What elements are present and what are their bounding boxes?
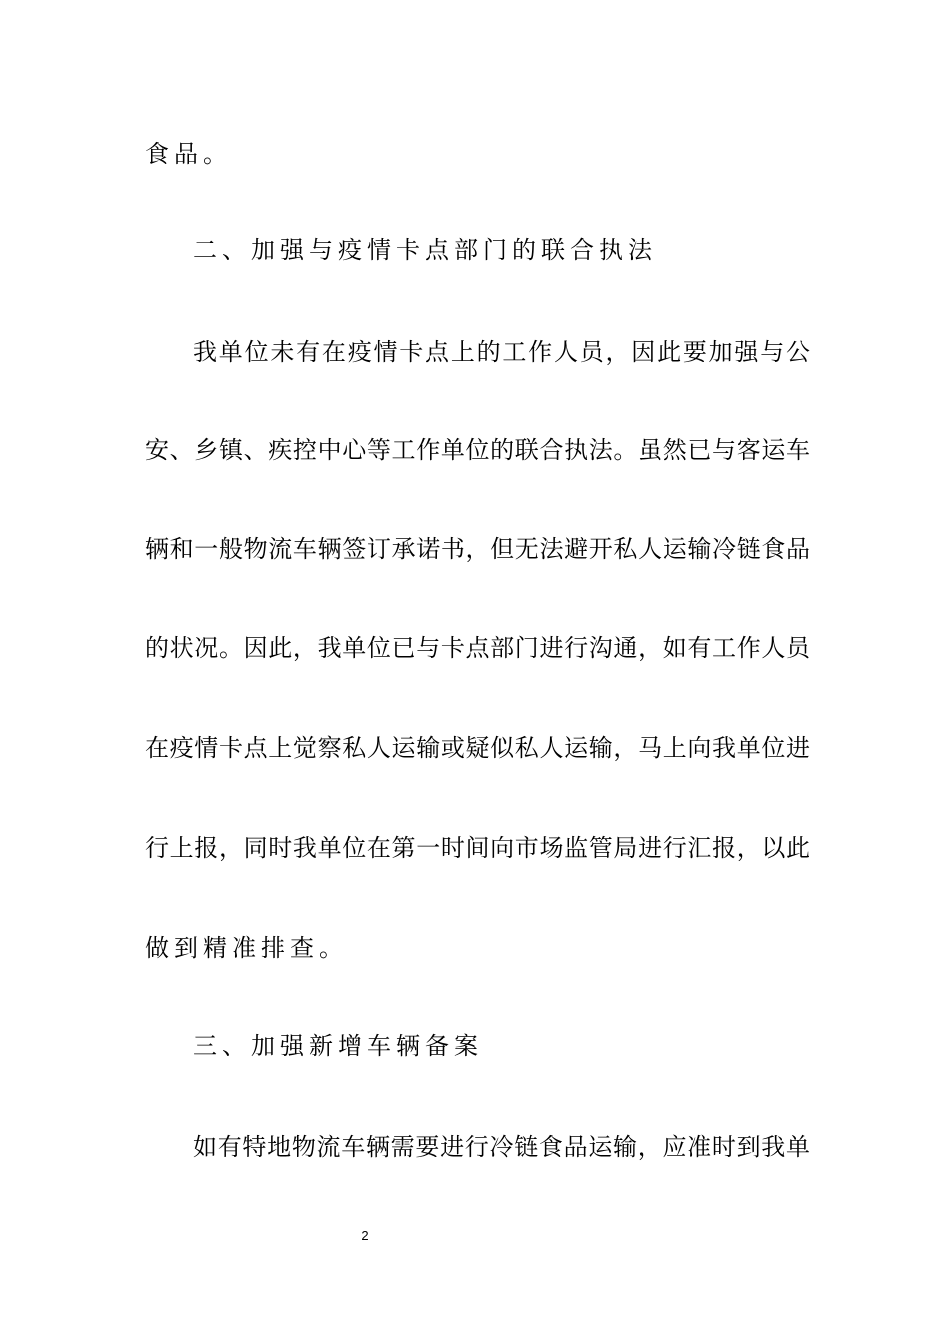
paragraph-first-line: 我单位未有在疫情卡点上的工作人员，因此要加强与公: [193, 338, 810, 366]
body-text-line: 的状况。因此，我单位已与卡点部门进行沟通，如有工作人员: [145, 634, 810, 662]
body-text-line: 食品。: [145, 140, 232, 168]
body-text-line: 在疫情卡点上觉察私人运输或疑似私人运输，马上向我单位进: [145, 734, 810, 762]
section-heading: 二、加强与疫情卡点部门的联合执法: [193, 236, 657, 264]
body-text-line: 做到精准排查。: [145, 934, 348, 962]
paragraph-first-line: 如有特地物流车辆需要进行冷链食品运输，应准时到我单: [193, 1133, 810, 1161]
body-text-line: 辆和一般物流车辆签订承诺书，但无法避开私人运输冷链食品: [145, 535, 810, 563]
page-number: 2: [361, 1228, 369, 1243]
body-text-line: 安、乡镇、疾控中心等工作单位的联合执法。虽然已与客运车: [145, 436, 810, 464]
body-text-line: 行上报，同时我单位在第一时间向市场监管局进行汇报，以此: [145, 834, 810, 862]
section-heading: 三、加强新增车辆备案: [193, 1032, 483, 1060]
